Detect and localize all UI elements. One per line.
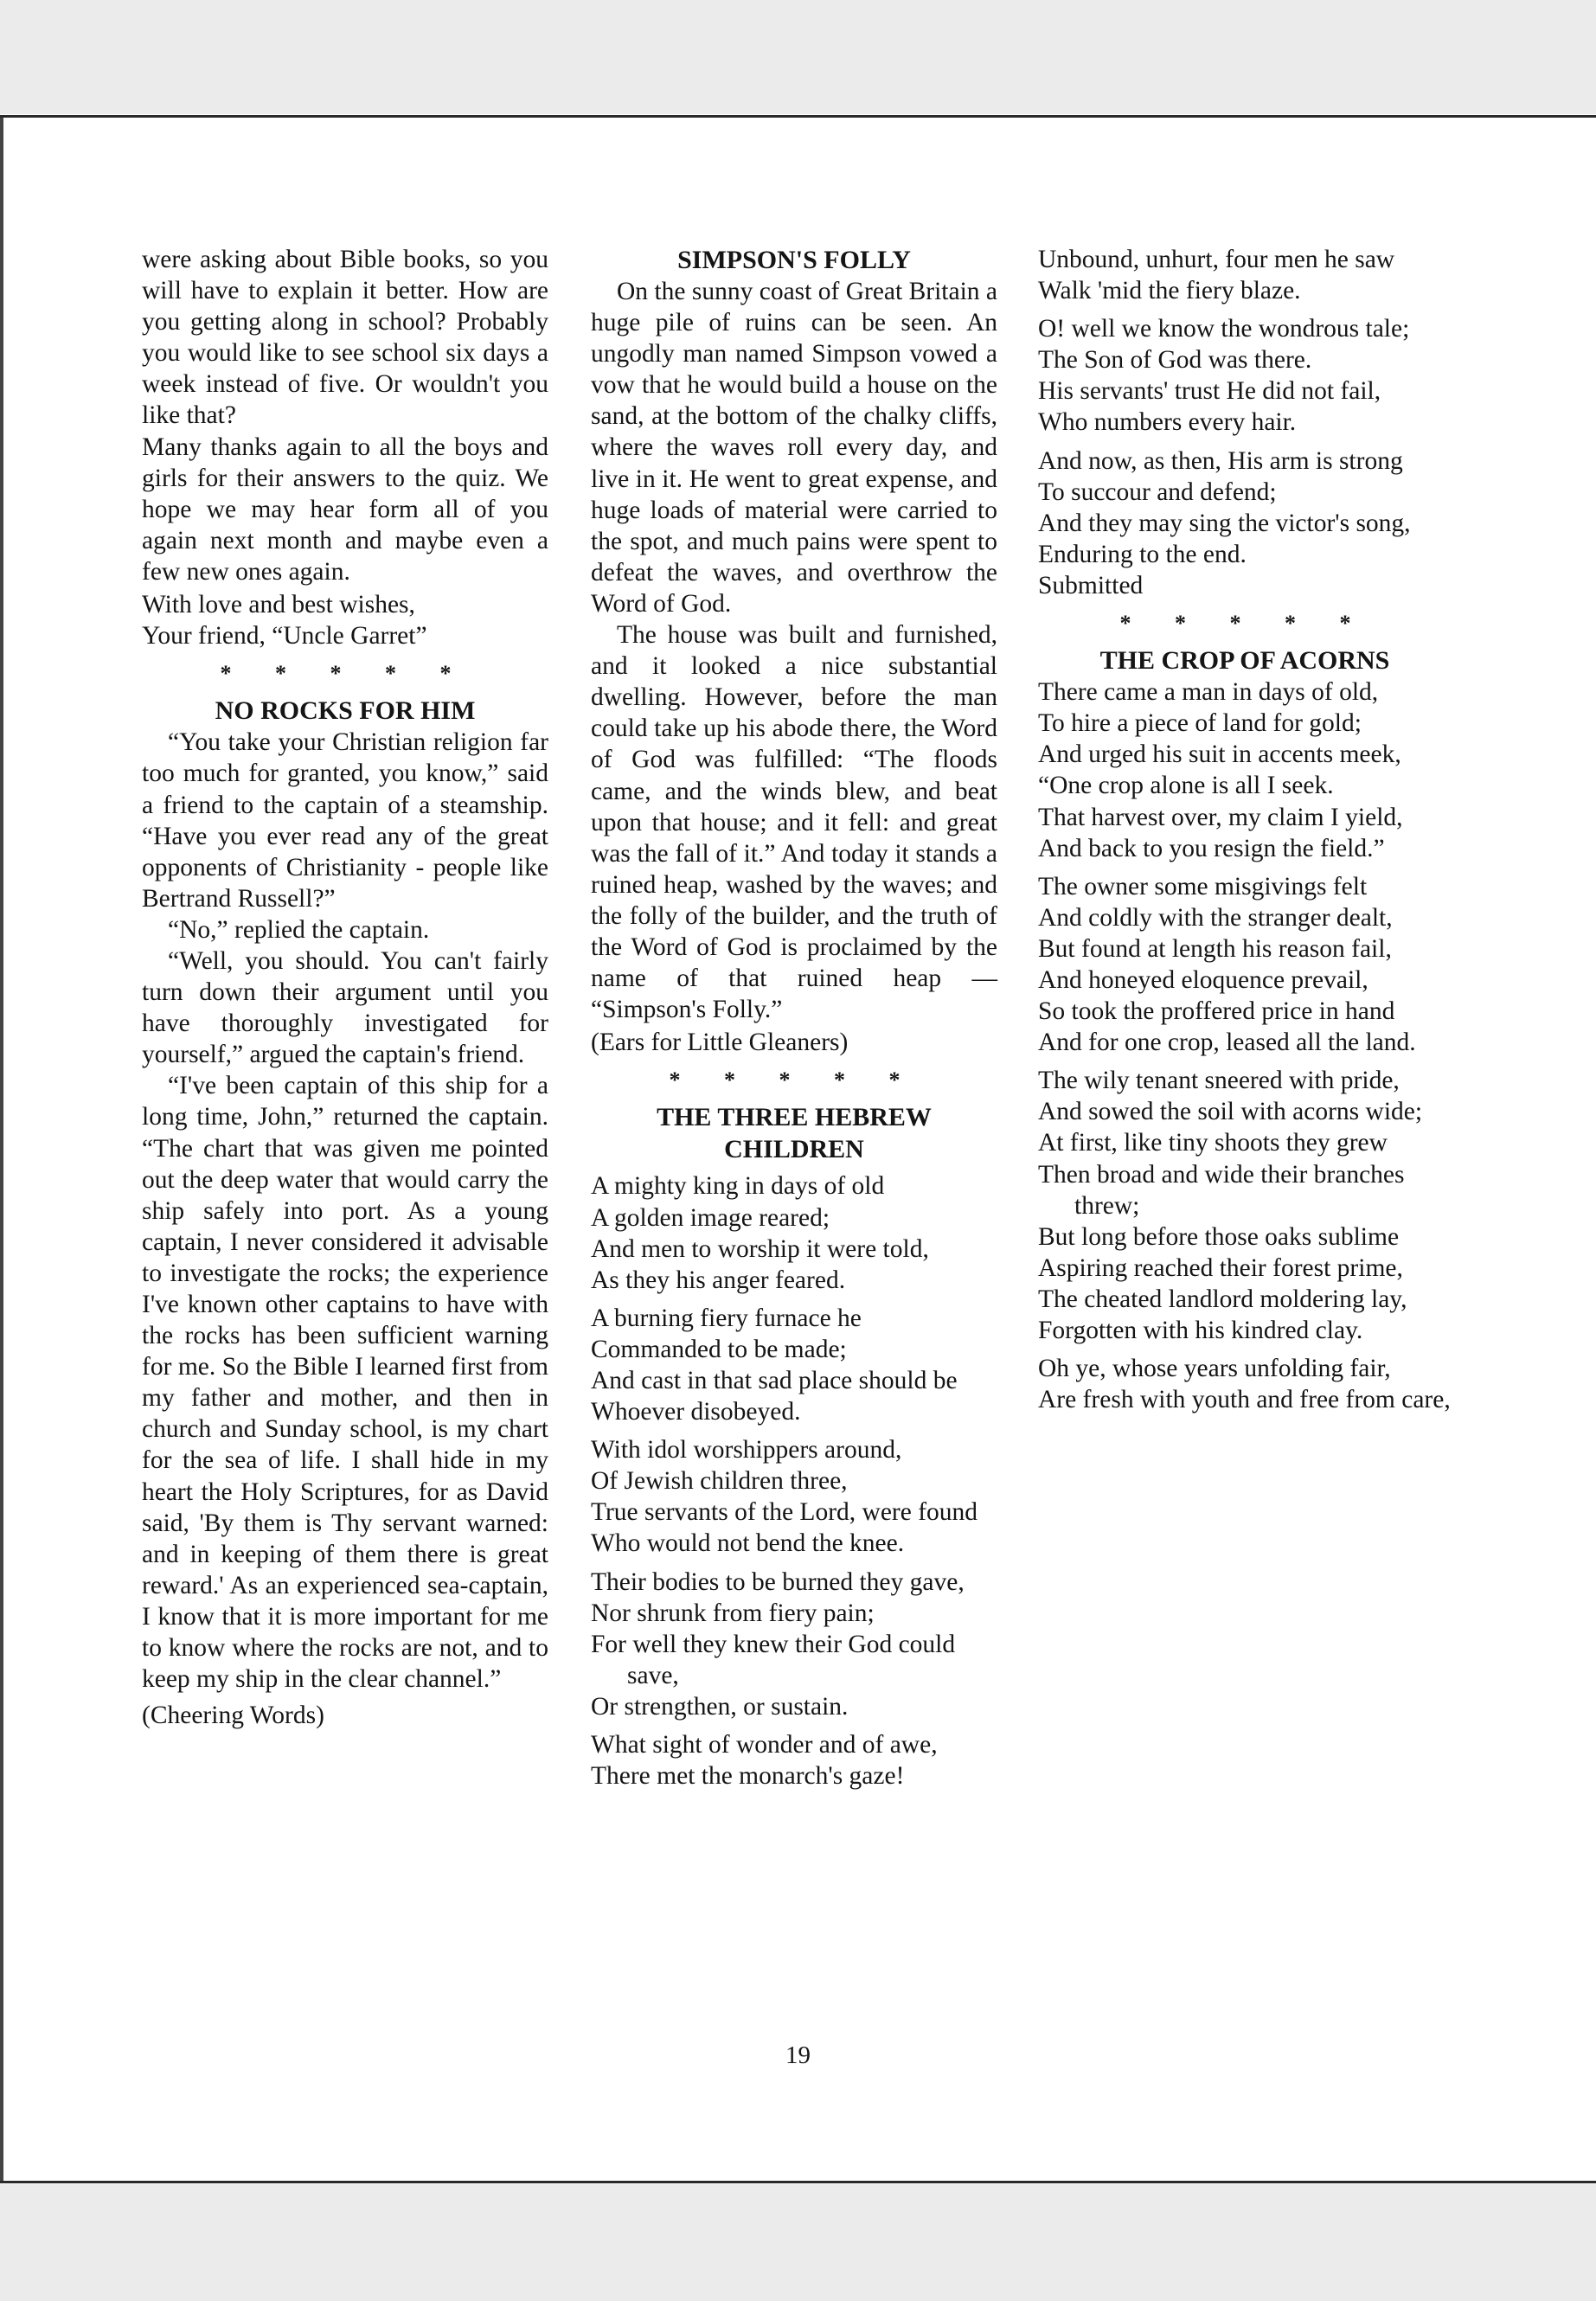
poem-verse	[1038, 445, 1452, 570]
poem-line: And urged his suit in accents meek,	[1038, 740, 1401, 769]
article-source: (Ears for Little Gleaners)	[591, 1029, 849, 1057]
poem-verse	[591, 1729, 997, 1791]
page-bottom-edge	[0, 2181, 1596, 2183]
poem-title: THE THREE HEBREW CHILDREN	[657, 1103, 932, 1164]
poem-line: The owner some misgivings felt	[1038, 872, 1368, 901]
letter-paragraph: were asking about Bible books, so you will have to explain it better. How are you getting along in school? Probably you would like to see school six days a week instead of five. Or wouldn't you like that?	[142, 246, 548, 430]
poem-line: Oh ye, whose years unfolding fair,	[1038, 1355, 1391, 1383]
poem-line: But found at length his reason fail,	[1038, 934, 1392, 963]
poem-line: Are fresh with youth and free from care,	[1038, 1386, 1451, 1414]
poem-line: And cast in that sad place should be	[591, 1367, 958, 1394]
page-top-edge	[0, 115, 1596, 118]
poem-line: And coldly with the stranger dealt,	[1038, 903, 1393, 932]
article-paragraph: “Well, you should. You can't fairly turn down their argument until you have thoroughly investigated for yourself,” argued the captain's friend.	[142, 946, 548, 1069]
poem-line: Aspiring reached their forest prime,	[1038, 1253, 1403, 1282]
poem-line: There met the monarch's gaze!	[591, 1762, 905, 1791]
poem-line: Who would not bend the knee.	[591, 1529, 905, 1558]
poem-line: Unbound, unhurt, four men he saw	[1038, 246, 1395, 273]
letter-paragraph: Many thanks again to all the boys and girls for their answers to the quiz. We hope we may hear form all of you again next month and maybe even a few new ones again.	[142, 433, 548, 586]
poem-line: His servants' trust He did not fail,	[1038, 377, 1381, 406]
article-paragraph: “You take your Christian religion far too much for granted, you know,” said a friend to the captain of a steamship. “Have you ever read any of the great opponents of Christianity - people like Bertrand Russell?”	[142, 728, 548, 913]
article-source: (Cheering Words)	[142, 1702, 324, 1730]
section-divider: * * * * *	[1119, 611, 1370, 637]
page-number: 19	[785, 2041, 811, 2069]
section-divider: * * * * *	[220, 661, 471, 687]
poem-line: And they may sing the victor's song,	[1038, 509, 1411, 537]
article-paragraph: On the sunny coast of Great Britain a huge pile of ruins can be seen. An ungodly man named Simpson vowed a vow that he would build a house on the sand, at the bottom of the chalky cliffs, where the waves roll every day, and live in it. He went to great expense, and huge loads of material were carried to the spot, and much pains were spent to defeat the waves, and overthrow the Word of God.	[591, 278, 997, 618]
poem-line: That harvest over, my claim I yield,	[1038, 803, 1403, 831]
article-title: NO ROCKS FOR HIM	[215, 696, 476, 726]
poem-line: Then broad and wide their branches threw;	[1038, 1160, 1405, 1220]
poem-verse	[1038, 244, 1452, 306]
poem-verse	[1038, 1065, 1452, 1346]
article-paragraph: “No,” replied the captain.	[168, 915, 430, 944]
poem-line: And for one crop, leased all the land.	[1038, 1029, 1416, 1057]
scan-top-margin	[0, 0, 1596, 114]
poem-verse	[591, 1303, 997, 1427]
poem-line: For well they knew their God could save,	[591, 1630, 956, 1689]
page-left-edge	[0, 118, 3, 2181]
article-paragraph: The house was built and furnished, and it looked a nice substantial dwelling. However, before the man could take up his abode there, the Word of God was fulfilled: “The floods came, and the winds blew, and beat upon that house; and it fell: and great was the fall of it.” And today it stands a ruined heap, washed by the waves; and the folly of the builder, and the truth of the Word of God is proclaimed by the name of that ruined heap — “Simpson's Folly.”	[591, 621, 997, 1024]
poem-line: Their bodies to be burned they gave,	[591, 1567, 965, 1596]
poem-line: True servants of the Lord, were found	[591, 1498, 978, 1527]
poem-verse	[1038, 676, 1452, 864]
poem-line: And sowed the soil with acorns wide;	[1038, 1098, 1423, 1126]
poem-line: And back to you resign the field.”	[1038, 834, 1385, 862]
poem-line: Of Jewish children three,	[591, 1467, 848, 1496]
poem-verse	[591, 1434, 997, 1559]
article-title: SIMPSON'S FOLLY	[677, 246, 911, 274]
poem-line: Nor shrunk from fiery pain;	[591, 1599, 875, 1627]
poem-submitted: Submitted	[1038, 571, 1144, 599]
column-left	[142, 244, 548, 1731]
poem-line: And honeyed eloquence prevail,	[1038, 965, 1368, 994]
poem-verse	[591, 1170, 997, 1295]
poem-line: Walk 'mid the fiery blaze.	[1038, 277, 1301, 305]
poem-line: And now, as then, His arm is strong	[1038, 446, 1403, 475]
poem-line: The wily tenant sneered with pride,	[1038, 1067, 1400, 1095]
poem-line: But long before those oaks sublime	[1038, 1222, 1400, 1251]
poem-line: At first, like tiny shoots they grew	[1038, 1129, 1388, 1157]
poem-line: Enduring to the end.	[1038, 540, 1247, 568]
poem-line: A mighty king in days of old	[591, 1172, 885, 1201]
poem-line: To succour and defend;	[1038, 478, 1277, 506]
poem-line: “One crop alone is all I seek.	[1038, 772, 1334, 800]
poem-line: As they his anger feared.	[591, 1266, 846, 1294]
poem-line: Or strengthen, or sustain.	[591, 1692, 849, 1721]
poem-line: A golden image reared;	[591, 1203, 830, 1232]
poem-line: O! well we know the wondrous tale;	[1038, 315, 1410, 343]
poem-line: There came a man in days of old,	[1038, 678, 1379, 707]
poem-line: Commanded to be made;	[591, 1335, 847, 1363]
column-right	[1038, 244, 1452, 1422]
scan-bottom-margin	[0, 2184, 1596, 2301]
poem-line: What sight of wonder and of awe,	[591, 1731, 938, 1759]
poem-line: The cheated landlord moldering lay,	[1038, 1285, 1407, 1313]
letter-signature: Your friend, “Uncle Garret”	[142, 622, 427, 651]
poem-line: To hire a piece of land for gold;	[1038, 709, 1362, 738]
poem-line: And men to worship it were told,	[591, 1234, 929, 1263]
poem-line: So took the proffered price in hand	[1038, 997, 1395, 1026]
poem-verse	[1038, 1353, 1452, 1415]
poem-line: Forgotten with his kindred clay.	[1038, 1317, 1363, 1344]
poem-verse	[1038, 313, 1452, 438]
poem-line: The Son of God was there.	[1038, 346, 1312, 375]
poem-line: Who numbers every hair.	[1038, 408, 1297, 437]
section-divider: * * * * *	[669, 1067, 920, 1093]
column-middle	[591, 244, 997, 1798]
article-paragraph: “I've been captain of this ship for a long time, John,” returned the captain. “The chart that was given me pointed out the deep water that would carry the ship safely into port. As a young captain, I never considered it advisable to investigate the rocks; the experience I've known other captains to have with the rocks has been sufficient warning for me. So the Bible I learned first from my father and mother, and then in church and Sunday school, is my chart for the sea of life. I shall hide in my heart the Holy Scriptures, for as David said, 'By them is Thy servant warned: and in keeping of them there is great reward.' As an experienced sea-captain, I know that it is more important for me to know where the rocks are not, and to keep my ship in the clear channel.”	[142, 1072, 548, 1694]
poem-title: THE CROP OF ACORNS	[1099, 646, 1390, 676]
letter-closing: With love and best wishes,	[142, 591, 415, 619]
poem-line: Whoever disobeyed.	[591, 1398, 801, 1426]
poem-line: A burning fiery furnace he	[591, 1304, 862, 1332]
poem-verse	[1038, 871, 1452, 1059]
poem-line: With idol worshippers around,	[591, 1436, 902, 1465]
poem-verse	[591, 1567, 997, 1722]
